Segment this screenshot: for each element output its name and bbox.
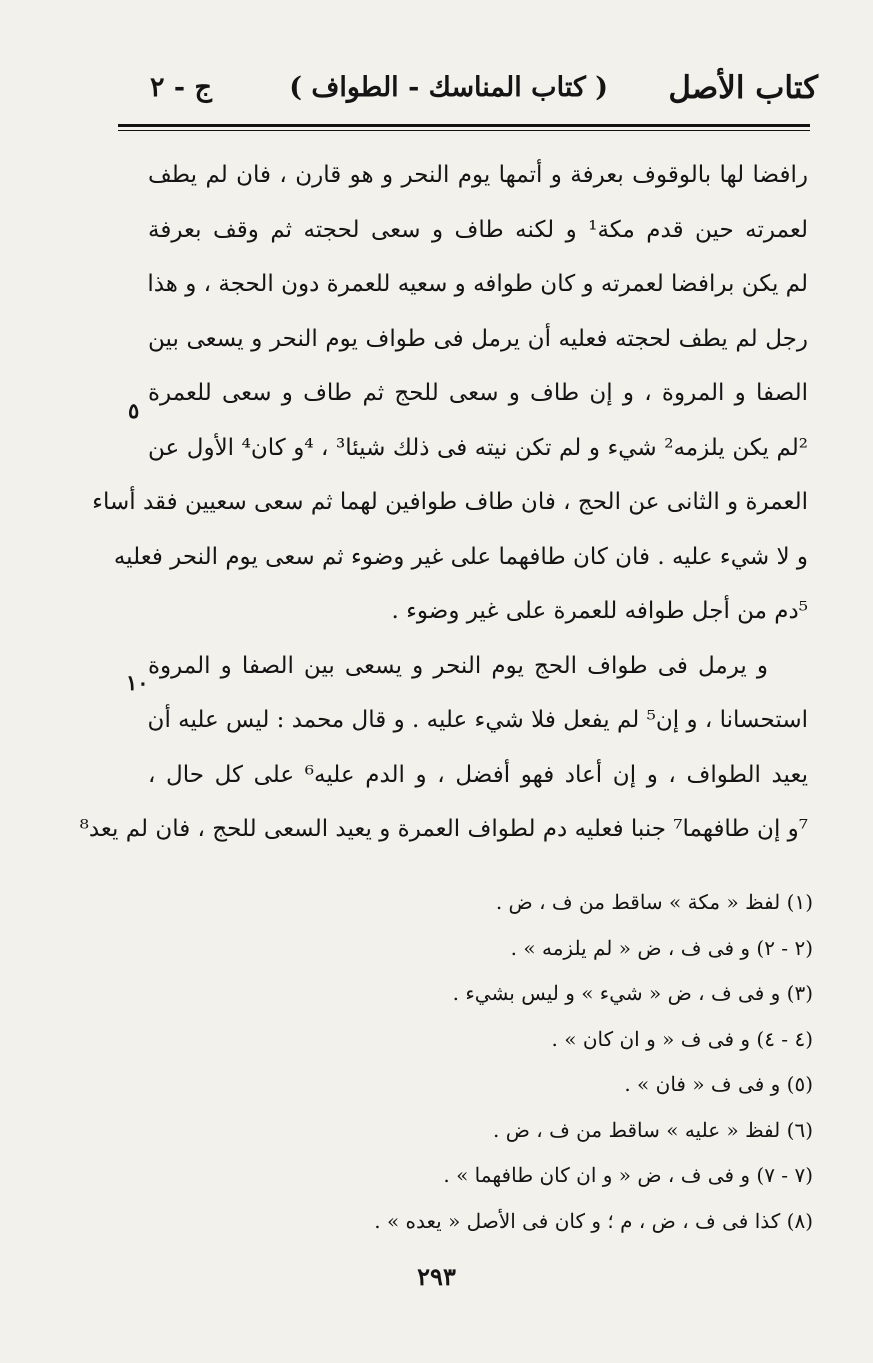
page-number: ٢٩٣ bbox=[417, 1262, 456, 1291]
footnote: (١) لفظ « مكة » ساقط من ف ، ض . bbox=[495, 890, 813, 914]
text-line: ²لم يكن يلزمه² شيء و لم تكن نيته فى ذلك شيئا³ ، ⁴و كان⁴ الأول عن bbox=[148, 434, 808, 461]
text-line: و لا شيء عليه . فان كان طافهما على غير وضوء ثم سعى يوم النحر فعليه bbox=[113, 543, 808, 570]
text-line: و يرمل فى طواف الحج يوم النحر و يسعى بين الصفا و المروة bbox=[148, 652, 768, 679]
header-rule-thin bbox=[118, 130, 810, 131]
text-line: يعيد الطواف ، و إن أعاد فهو أفضل ، و الدم عليه⁶ على كل حال ، bbox=[148, 761, 808, 788]
text-line: لم يكن برافضا لعمرته و كان طوافه و سعيه للعمرة دون الحجة ، و هذا bbox=[147, 271, 808, 297]
footnote: (٥) و فى ف « فان » . bbox=[624, 1072, 813, 1096]
running-header bbox=[118, 70, 818, 118]
text-line: الصفا و المروة ، و إن طاف و سعى للحج ثم طاف و سعى للعمرة bbox=[148, 380, 808, 406]
volume-number: ج - ٢ bbox=[150, 72, 212, 103]
text-line: رجل لم يطف لحجته فعليه أن يرمل فى طواف يوم النحر و يسعى بين bbox=[148, 325, 808, 352]
text-line: رافضا لها بالوقوف بعرفة و أتمها يوم النحر و هو قارن ، فان لم يطف bbox=[148, 162, 808, 188]
text-line: ⁵دم من أجل طوافه للعمرة على غير وضوء . bbox=[391, 598, 808, 624]
footnotes bbox=[253, 880, 813, 1244]
text-line: ⁷و إن طافهما⁷ جنبا فعليه دم لطواف العمرة و يعيد السعى للحج ، فان لم يعد⁸ bbox=[79, 816, 808, 842]
line-number-5: ٥ bbox=[128, 398, 140, 423]
text-line: العمرة و الثانى عن الحج ، فان طاف طوافين لهما ثم سعى سعيين فقد أساء bbox=[92, 489, 808, 515]
text-line: لعمرته حين قدم مكة¹ و لكنه طاف و سعى لحجته ثم وقف بعرفة bbox=[148, 216, 808, 243]
line-number-10: ١٠ bbox=[126, 670, 149, 695]
book-title: كتاب الأصل bbox=[668, 70, 818, 106]
text-line: استحسانا ، و إن⁵ لم يفعل فلا شيء عليه . و قال محمد : ليس عليه أن bbox=[147, 707, 808, 733]
section-title: ( كتاب المناسك - الطواف ) bbox=[289, 72, 608, 103]
footnote: (٤ - ٤) و فى ف « و ان كان » . bbox=[551, 1026, 813, 1051]
header-rule-thick bbox=[118, 124, 810, 127]
footnote: (٦) لفظ « عليه » ساقط من ف ، ض . bbox=[493, 1117, 813, 1142]
footnote: (٢ - ٢) و فى ف ، ض « لم يلزمه » . bbox=[510, 935, 813, 960]
footnote: (٧ - ٧) و فى ف ، ض « و ان كان طافهما » . bbox=[443, 1163, 813, 1187]
footnote: (٨) كذا فى ف ، ض ، م ؛ و كان فى الأصل « يعده » . bbox=[374, 1208, 813, 1233]
footnote: (٣) و فى ف ، ض « شيء » و ليس بشيء . bbox=[452, 981, 813, 1005]
